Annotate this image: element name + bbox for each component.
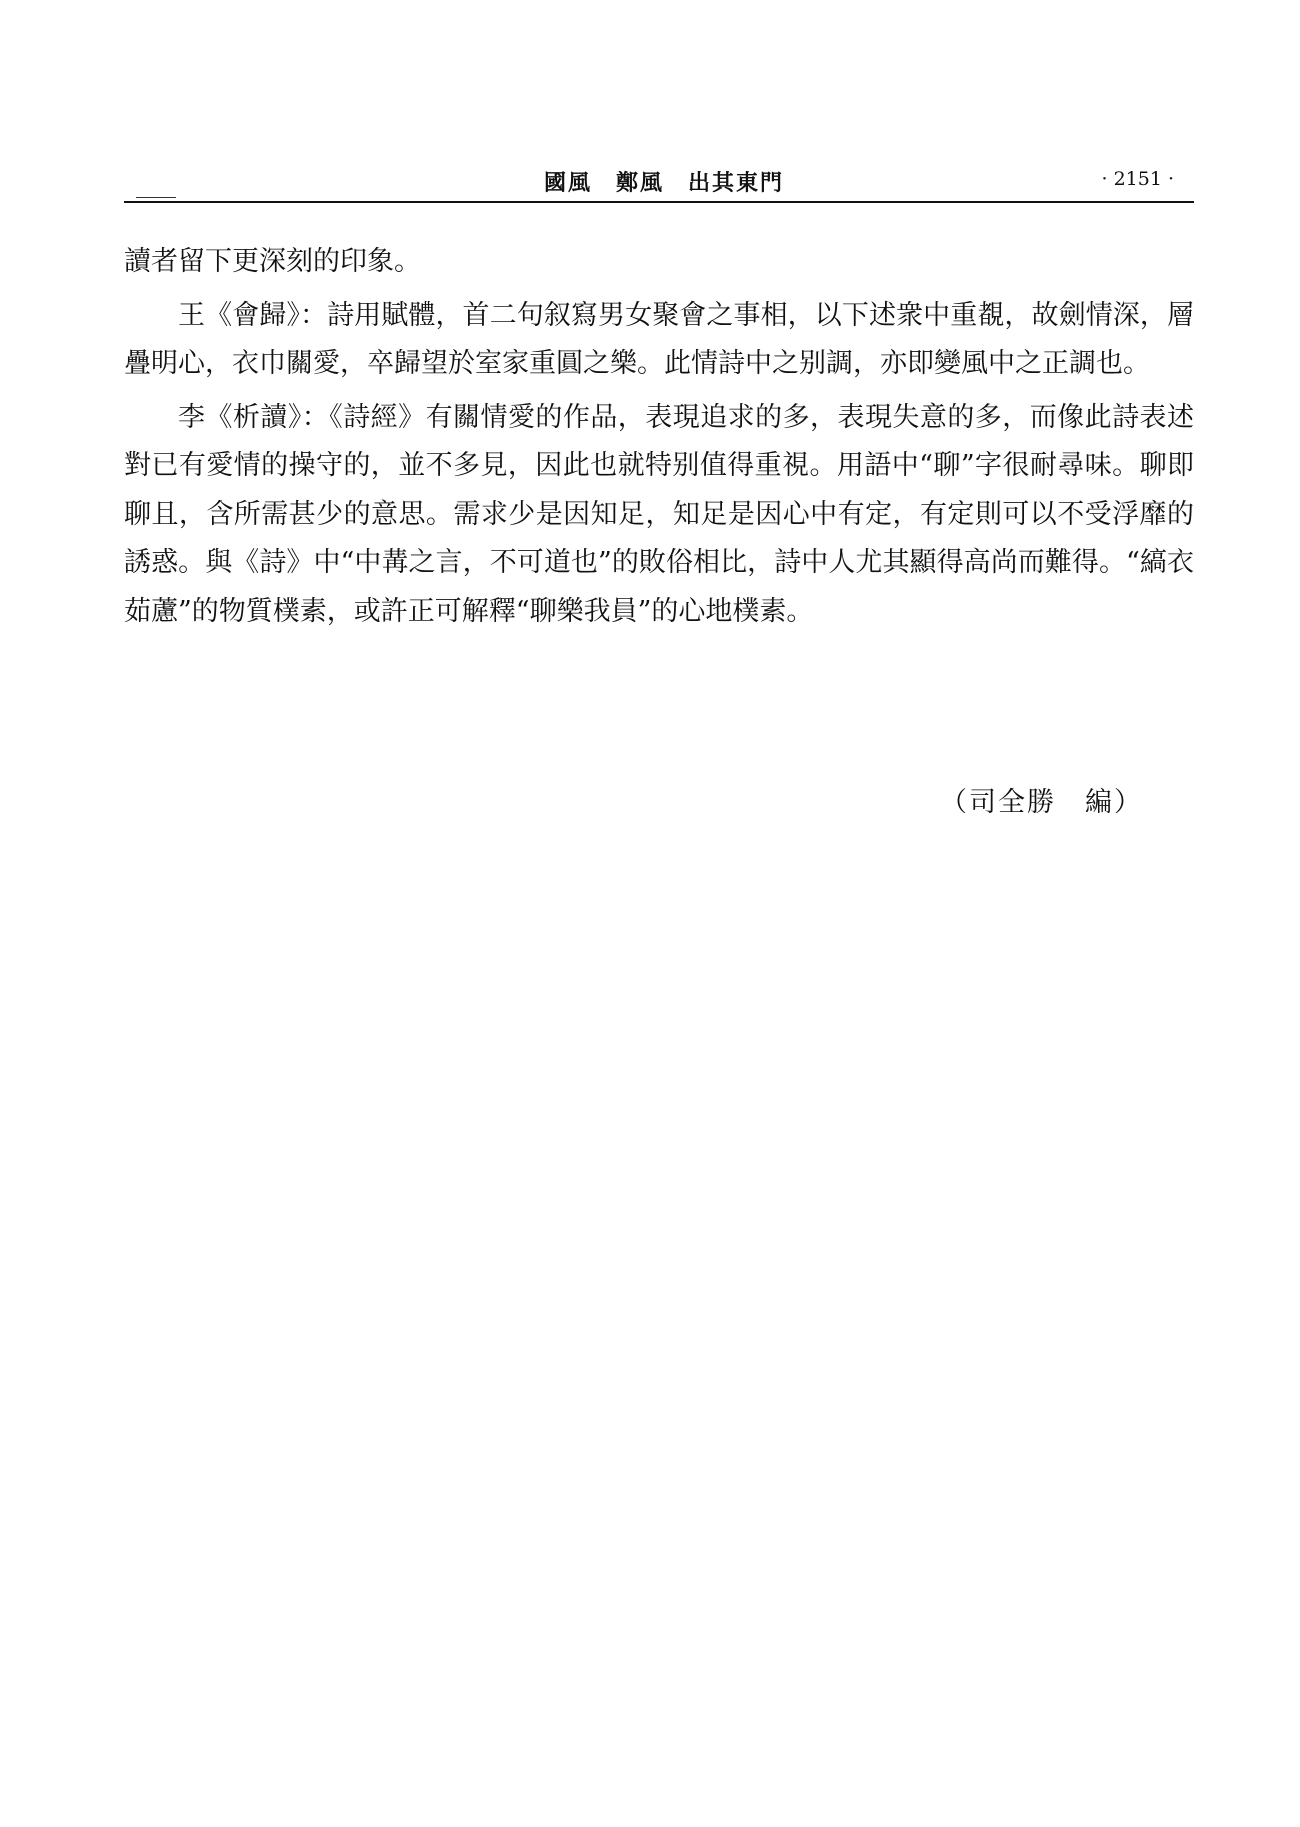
body-text [124, 238, 1194, 641]
running-header [124, 160, 1194, 196]
page-number: · 2151 · [1101, 168, 1174, 190]
header-rule [124, 201, 1194, 203]
editor-attribution: （司全勝 編） [940, 787, 1143, 818]
running-head-title: 國風 鄭風 出其東門 [544, 170, 785, 196]
paragraph-li-xidu: 李《析讀》：《詩經》有關情愛的作品，表現追求的多，表現失意的多，而像此詩表述對已有愛情的操守的，並不多見，因此也就特别值得重視。用語中“聊”字很耐尋味。聊即聊且，含所需甚少的意思。需求少是因知足，知足是因心中有定，有定則可以不受浮靡的誘惑。與《詩》中“中冓之言，不可道也”的敗俗相比，詩中人尤其顯得高尚而難得。“縞衣茹藘”的物質樸素，或許正可解釋“聊樂我員”的心地樸素。 [124, 401, 1194, 627]
paragraph-continuation: 讀者留下更深刻的印象。 [124, 246, 421, 277]
header-rule-mark [136, 197, 176, 198]
paragraph-wang-huigui: 王《會歸》：詩用賦體，首二句叙寫男女聚會之事相，以下述衆中重覩，故劍情深，層疊明心，衣巾關愛，卒歸望於室家重圓之樂。此情詩中之别調，亦即變風中之正調也。 [124, 299, 1194, 379]
